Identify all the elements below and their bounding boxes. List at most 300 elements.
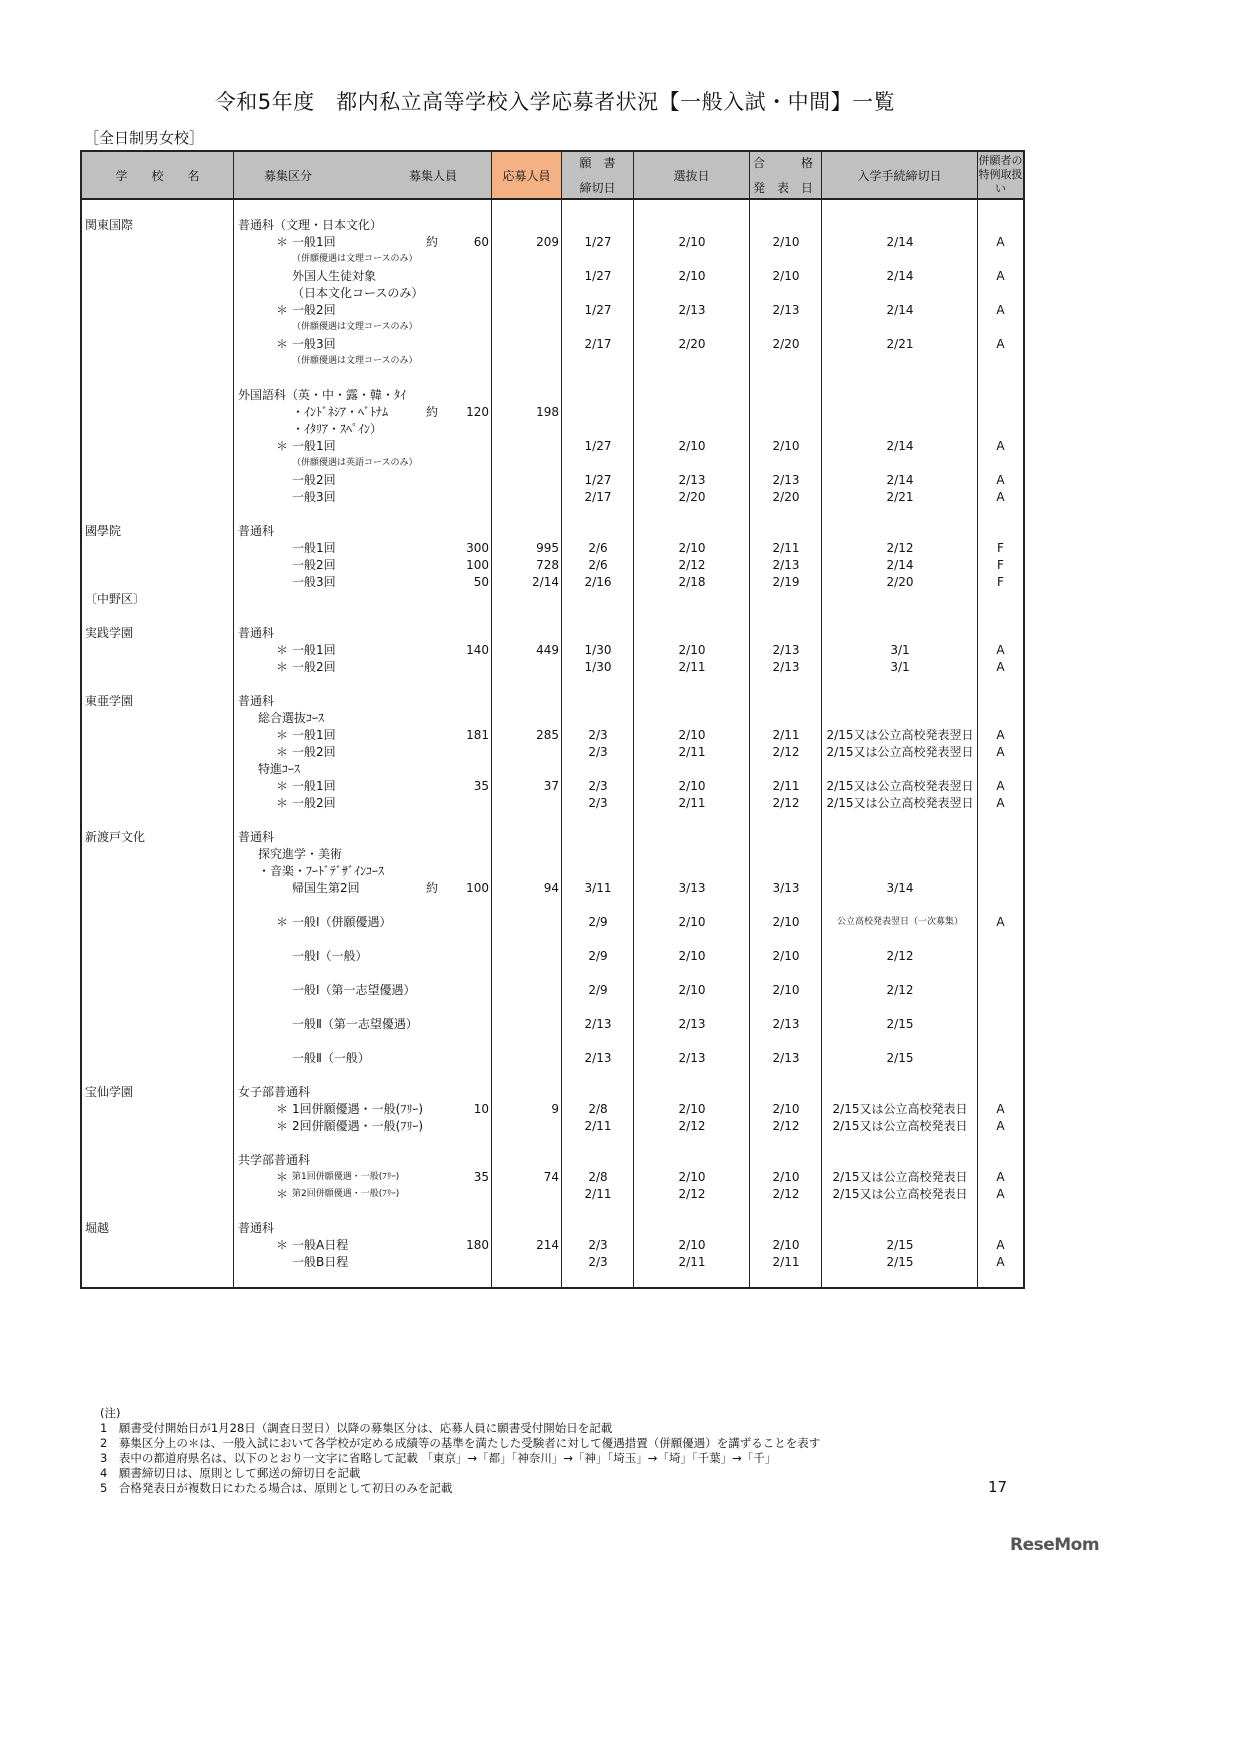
header-capacity-label: 募集人員	[408, 168, 457, 183]
special-handling	[978, 863, 1023, 880]
exam-date	[634, 506, 750, 523]
result-date: 2/10	[772, 439, 800, 453]
applicants	[492, 489, 562, 506]
school-name	[82, 1186, 234, 1203]
star-mark: ＊	[276, 915, 289, 929]
application-deadline	[562, 829, 634, 846]
school-name	[82, 795, 234, 812]
school-name	[82, 489, 234, 506]
table-row	[82, 710, 1023, 727]
applicants	[492, 829, 562, 846]
procedure-deadline	[822, 455, 978, 472]
table-row	[82, 1067, 1023, 1084]
applicants	[492, 1016, 562, 1033]
applicants	[492, 1135, 562, 1152]
division-cell	[234, 1016, 492, 1033]
header-school: 学 校 名	[82, 152, 234, 198]
result-date: 2/13	[772, 1017, 800, 1031]
special-handling	[978, 217, 1023, 234]
school-name	[82, 1016, 234, 1033]
exam-date: 2/13	[678, 1017, 706, 1031]
special-handling	[978, 591, 1023, 608]
application-deadline	[562, 812, 634, 829]
division-label: 2回併願優遇・一般(ﾌﾘｰ)	[292, 1119, 423, 1133]
division-label: 特進ｺｰｽ	[258, 762, 301, 776]
division-label: 一般Ⅱ（一般）	[292, 1051, 370, 1065]
table-row	[82, 727, 1023, 744]
exam-date: 2/10	[678, 949, 706, 963]
division-cell	[234, 761, 492, 778]
star-mark: ＊	[276, 1187, 289, 1201]
division-cell	[234, 285, 492, 302]
result-date	[750, 812, 822, 829]
result-date: 2/20	[772, 490, 800, 504]
applicants	[492, 897, 562, 914]
division-cell	[234, 812, 492, 829]
application-deadline: 2/13	[584, 1051, 612, 1065]
application-deadline	[562, 710, 634, 727]
special-handling	[978, 931, 1023, 948]
school-name	[82, 540, 234, 557]
procedure-deadline	[822, 608, 978, 625]
application-deadline	[562, 404, 634, 421]
applicants	[492, 387, 562, 404]
capacity: 140	[466, 643, 489, 657]
procedure-deadline: 2/14	[886, 235, 914, 249]
page-number: 17	[988, 1478, 1008, 1496]
header-deadline-top: 願 書	[579, 156, 616, 170]
division-cell	[234, 353, 492, 370]
division-cell	[234, 727, 492, 744]
division-cell	[234, 1101, 492, 1118]
special-handling: A	[996, 235, 1005, 249]
division-label: 一般2回	[292, 558, 336, 572]
applicants: 94	[543, 881, 559, 895]
exam-date: 2/13	[678, 303, 706, 317]
star-mark: ＊	[276, 1170, 289, 1184]
header-division	[234, 152, 492, 198]
result-date	[750, 506, 822, 523]
division-cell	[234, 1152, 492, 1169]
exam-date: 2/10	[678, 541, 706, 555]
table-row	[82, 761, 1023, 778]
table-row	[82, 353, 1023, 370]
application-deadline	[562, 965, 634, 982]
procedure-deadline: 3/1	[890, 660, 910, 674]
result-date: 2/11	[772, 779, 800, 793]
table-row	[82, 829, 1023, 846]
applicants	[492, 251, 562, 268]
school-name: 宝仙学園	[85, 1085, 134, 1099]
division-label: 帰国生第2回	[292, 881, 360, 895]
division-cell	[234, 557, 492, 574]
result-date	[750, 1033, 822, 1050]
division-cell	[234, 1033, 492, 1050]
division-cell	[234, 744, 492, 761]
procedure-deadline: 2/15又は公立高校発表翌日	[826, 796, 974, 810]
procedure-deadline: 2/12	[886, 983, 914, 997]
division-cell	[234, 1220, 492, 1237]
special-handling	[978, 710, 1023, 727]
application-deadline	[562, 1220, 634, 1237]
application-deadline: 2/13	[584, 1017, 612, 1031]
application-deadline	[562, 217, 634, 234]
special-handling: A	[996, 490, 1005, 504]
special-handling: F	[997, 558, 1004, 572]
application-deadline: 2/17	[584, 490, 612, 504]
table-row	[82, 370, 1023, 387]
special-handling: A	[996, 796, 1005, 810]
school-name	[82, 812, 234, 829]
application-deadline	[562, 455, 634, 472]
exam-date	[634, 353, 750, 370]
division-cell	[234, 1050, 492, 1067]
star-mark: ＊	[276, 1119, 289, 1133]
procedure-deadline	[822, 217, 978, 234]
division-cell	[234, 982, 492, 999]
table-row	[82, 693, 1023, 710]
table-row	[82, 1135, 1023, 1152]
footnote-line: 4 願書締切日は、原則として郵送の締切日を記載	[100, 1466, 361, 1480]
division-label: 第1回併願優遇・一般(ﾌﾘｰ)	[292, 1172, 400, 1182]
star-mark: ＊	[276, 303, 289, 317]
special-handling: A	[996, 1255, 1005, 1269]
result-date: 2/13	[772, 1051, 800, 1065]
school-name: 東亜学園	[85, 694, 134, 708]
section-subtitle: ［全日制男女校］	[84, 129, 205, 147]
table-row	[82, 217, 1023, 234]
exam-date	[634, 999, 750, 1016]
table-row	[82, 489, 1023, 506]
special-handling	[978, 421, 1023, 438]
school-name	[82, 676, 234, 693]
applicants	[492, 982, 562, 999]
exam-date: 2/11	[678, 660, 706, 674]
division-label: 一般1回	[292, 541, 336, 555]
special-handling: A	[996, 915, 1005, 929]
applicants	[492, 659, 562, 676]
school-name	[82, 1135, 234, 1152]
procedure-deadline	[822, 625, 978, 642]
exam-date	[634, 931, 750, 948]
special-handling	[978, 353, 1023, 370]
header-deadline	[562, 152, 634, 198]
table-row	[82, 1254, 1023, 1271]
applicants: 37	[543, 779, 559, 793]
special-handling	[978, 948, 1023, 965]
school-name	[82, 251, 234, 268]
applicants	[492, 302, 562, 319]
division-cell	[234, 693, 492, 710]
table-row	[82, 999, 1023, 1016]
result-date: 2/10	[772, 1102, 800, 1116]
division-cell	[234, 234, 492, 251]
procedure-deadline	[822, 676, 978, 693]
footnote-line: (注)	[100, 1406, 121, 1420]
table-row	[82, 608, 1023, 625]
procedure-deadline: 公立高校発表翌日（一次募集）	[836, 917, 963, 927]
exam-date	[634, 591, 750, 608]
result-date: 2/10	[772, 1170, 800, 1184]
school-name	[82, 863, 234, 880]
division-cell	[234, 625, 492, 642]
special-handling	[978, 370, 1023, 387]
table-row	[82, 795, 1023, 812]
exam-date	[634, 387, 750, 404]
school-name	[82, 999, 234, 1016]
procedure-deadline	[822, 812, 978, 829]
division-label: 外国人生徒対象	[292, 269, 377, 283]
school-name	[82, 557, 234, 574]
exam-date: 2/11	[678, 796, 706, 810]
division-cell	[234, 880, 492, 897]
special-handling: A	[996, 745, 1005, 759]
division-cell	[234, 846, 492, 863]
division-label: 一般1回	[292, 643, 336, 657]
division-label: 外国語科（英・中・露・韓・ﾀｲ	[238, 388, 407, 402]
applicants	[492, 1186, 562, 1203]
division-label: 1回併願優遇・一般(ﾌﾘｰ)	[292, 1102, 423, 1116]
exam-date: 2/10	[678, 269, 706, 283]
special-handling	[978, 1084, 1023, 1101]
application-deadline	[562, 353, 634, 370]
division-label: 一般2回	[292, 303, 336, 317]
special-handling: A	[996, 1119, 1005, 1133]
special-handling	[978, 897, 1023, 914]
school-name	[82, 659, 234, 676]
division-cell	[234, 421, 492, 438]
applicants	[492, 268, 562, 285]
result-date	[750, 387, 822, 404]
table-row	[82, 676, 1023, 693]
school-name: 新渡戸文化	[85, 830, 146, 844]
school-name	[82, 931, 234, 948]
division-label: 一般Ⅰ（併願優遇）	[292, 915, 392, 929]
exam-date: 2/10	[678, 728, 706, 742]
result-date	[750, 251, 822, 268]
header-exam: 選抜日	[634, 152, 750, 198]
applicants	[492, 676, 562, 693]
school-name	[82, 268, 234, 285]
special-handling: A	[996, 1238, 1005, 1252]
star-mark: ＊	[276, 337, 289, 351]
exam-date: 2/10	[678, 439, 706, 453]
result-date	[750, 1152, 822, 1169]
division-cell	[234, 1118, 492, 1135]
applicants	[492, 795, 562, 812]
exam-date	[634, 897, 750, 914]
application-deadline: 2/3	[588, 1238, 608, 1252]
applicants: 728	[536, 558, 559, 572]
table-row	[82, 1050, 1023, 1067]
applicants	[492, 319, 562, 336]
result-date	[750, 1220, 822, 1237]
table-row	[82, 591, 1023, 608]
application-deadline: 1/30	[584, 660, 612, 674]
school-name	[82, 965, 234, 982]
division-label: 一般Ⅰ（一般）	[292, 949, 368, 963]
table-row	[82, 387, 1023, 404]
table-row	[82, 455, 1023, 472]
table-row	[82, 557, 1023, 574]
star-mark: ＊	[276, 796, 289, 810]
school-name	[82, 608, 234, 625]
school-name	[82, 761, 234, 778]
division-cell	[234, 1254, 492, 1271]
table-row	[82, 574, 1023, 591]
application-deadline	[562, 523, 634, 540]
applicants	[492, 1067, 562, 1084]
applicants: 198	[536, 405, 559, 419]
application-deadline	[562, 1033, 634, 1050]
division-cell	[234, 931, 492, 948]
procedure-deadline	[822, 693, 978, 710]
division-cell	[234, 863, 492, 880]
applicants	[492, 370, 562, 387]
applicants: 995	[536, 541, 559, 555]
applicants	[492, 217, 562, 234]
division-label: 普通科（文理・日本文化）	[238, 218, 383, 232]
exam-date: 2/13	[678, 1051, 706, 1065]
approx-mark: 約	[426, 881, 439, 895]
procedure-deadline	[822, 931, 978, 948]
special-handling	[978, 1220, 1023, 1237]
exam-date: 2/10	[678, 235, 706, 249]
footnote-line: 2 募集区分上の＊は、一般入試において各学校が定める成績等の基準を満たした受験者に対して優遇措置（併願優遇）を講ずることを表す	[100, 1436, 821, 1450]
procedure-deadline: 2/21	[886, 337, 914, 351]
result-date: 2/10	[772, 915, 800, 929]
result-date: 2/13	[772, 660, 800, 674]
applicants	[492, 761, 562, 778]
result-date: 2/20	[772, 337, 800, 351]
table-row	[82, 914, 1023, 931]
division-cell	[234, 608, 492, 625]
result-date	[750, 846, 822, 863]
application-deadline	[562, 625, 634, 642]
procedure-deadline	[822, 1033, 978, 1050]
applicants: 449	[536, 643, 559, 657]
procedure-deadline: 2/14	[886, 558, 914, 572]
result-date	[750, 370, 822, 387]
applicants	[492, 1203, 562, 1220]
table-row	[82, 319, 1023, 336]
exam-date: 2/20	[678, 490, 706, 504]
result-date	[750, 353, 822, 370]
division-label: 一般A日程	[292, 1238, 349, 1252]
applicants	[492, 914, 562, 931]
division-cell	[234, 829, 492, 846]
school-name	[82, 336, 234, 353]
result-date	[750, 217, 822, 234]
division-cell	[234, 489, 492, 506]
applicants	[492, 710, 562, 727]
footnotes	[100, 1406, 820, 1496]
procedure-deadline: 2/12	[886, 949, 914, 963]
result-date: 2/10	[772, 269, 800, 283]
applicants	[492, 591, 562, 608]
school-name	[82, 914, 234, 931]
procedure-deadline	[822, 319, 978, 336]
school-name	[82, 846, 234, 863]
procedure-deadline: 3/14	[886, 881, 914, 895]
special-handling	[978, 812, 1023, 829]
table-row	[82, 880, 1023, 897]
table-row	[82, 863, 1023, 880]
page-title: 令和5年度 都内私立高等学校入学応募者状況【一般入試・中間】一覧	[214, 90, 896, 114]
special-handling: A	[996, 303, 1005, 317]
footnote-line: 5 合格発表日が複数日にわたる場合は、原則として初日のみを記載	[100, 1481, 453, 1495]
table-row	[82, 659, 1023, 676]
procedure-deadline: 2/15又は公立高校発表翌日	[826, 779, 974, 793]
table-row	[82, 931, 1023, 948]
application-deadline: 1/27	[584, 235, 612, 249]
header-result-top: 合 格	[753, 156, 814, 170]
result-date	[750, 285, 822, 302]
exam-date: 2/18	[678, 575, 706, 589]
school-name	[82, 1067, 234, 1084]
division-label: 共学部普通科	[238, 1153, 311, 1167]
applicants	[492, 999, 562, 1016]
school-name	[82, 370, 234, 387]
result-date: 2/12	[772, 745, 800, 759]
special-handling: F	[997, 575, 1004, 589]
exam-date: 2/11	[678, 1255, 706, 1269]
table-row	[82, 812, 1023, 829]
school-name	[82, 285, 234, 302]
application-deadline: 1/27	[584, 439, 612, 453]
exam-date: 2/10	[678, 915, 706, 929]
table-row	[82, 625, 1023, 642]
applicants	[492, 1152, 562, 1169]
special-handling	[978, 676, 1023, 693]
exam-date: 2/12	[678, 1119, 706, 1133]
exam-date: 2/10	[678, 779, 706, 793]
procedure-deadline	[822, 387, 978, 404]
capacity: 35	[473, 1170, 489, 1184]
division-cell	[234, 948, 492, 965]
division-cell	[234, 659, 492, 676]
exam-date	[634, 846, 750, 863]
application-deadline: 2/6	[588, 541, 608, 555]
application-deadline: 2/11	[584, 1119, 612, 1133]
school-name	[82, 710, 234, 727]
division-cell	[234, 1237, 492, 1254]
exam-date	[634, 863, 750, 880]
special-handling: A	[996, 728, 1005, 742]
result-date: 2/19	[772, 575, 800, 589]
table-row	[82, 982, 1023, 999]
procedure-deadline: 2/15又は公立高校発表日	[832, 1187, 968, 1201]
school-name	[82, 1237, 234, 1254]
applicants	[492, 455, 562, 472]
table-row	[82, 1186, 1023, 1203]
school-name	[82, 727, 234, 744]
special-handling: A	[996, 1187, 1005, 1201]
procedure-deadline: 2/15又は公立高校発表翌日	[826, 728, 974, 742]
procedure-deadline	[822, 897, 978, 914]
application-deadline	[562, 999, 634, 1016]
procedure-deadline	[822, 863, 978, 880]
school-name	[82, 778, 234, 795]
special-handling	[978, 285, 1023, 302]
special-handling	[978, 880, 1023, 897]
exam-date	[634, 1152, 750, 1169]
division-cell	[234, 455, 492, 472]
procedure-deadline	[822, 829, 978, 846]
result-date	[750, 625, 822, 642]
division-cell	[234, 574, 492, 591]
division-label: 総合選抜ｺｰｽ	[258, 711, 325, 725]
